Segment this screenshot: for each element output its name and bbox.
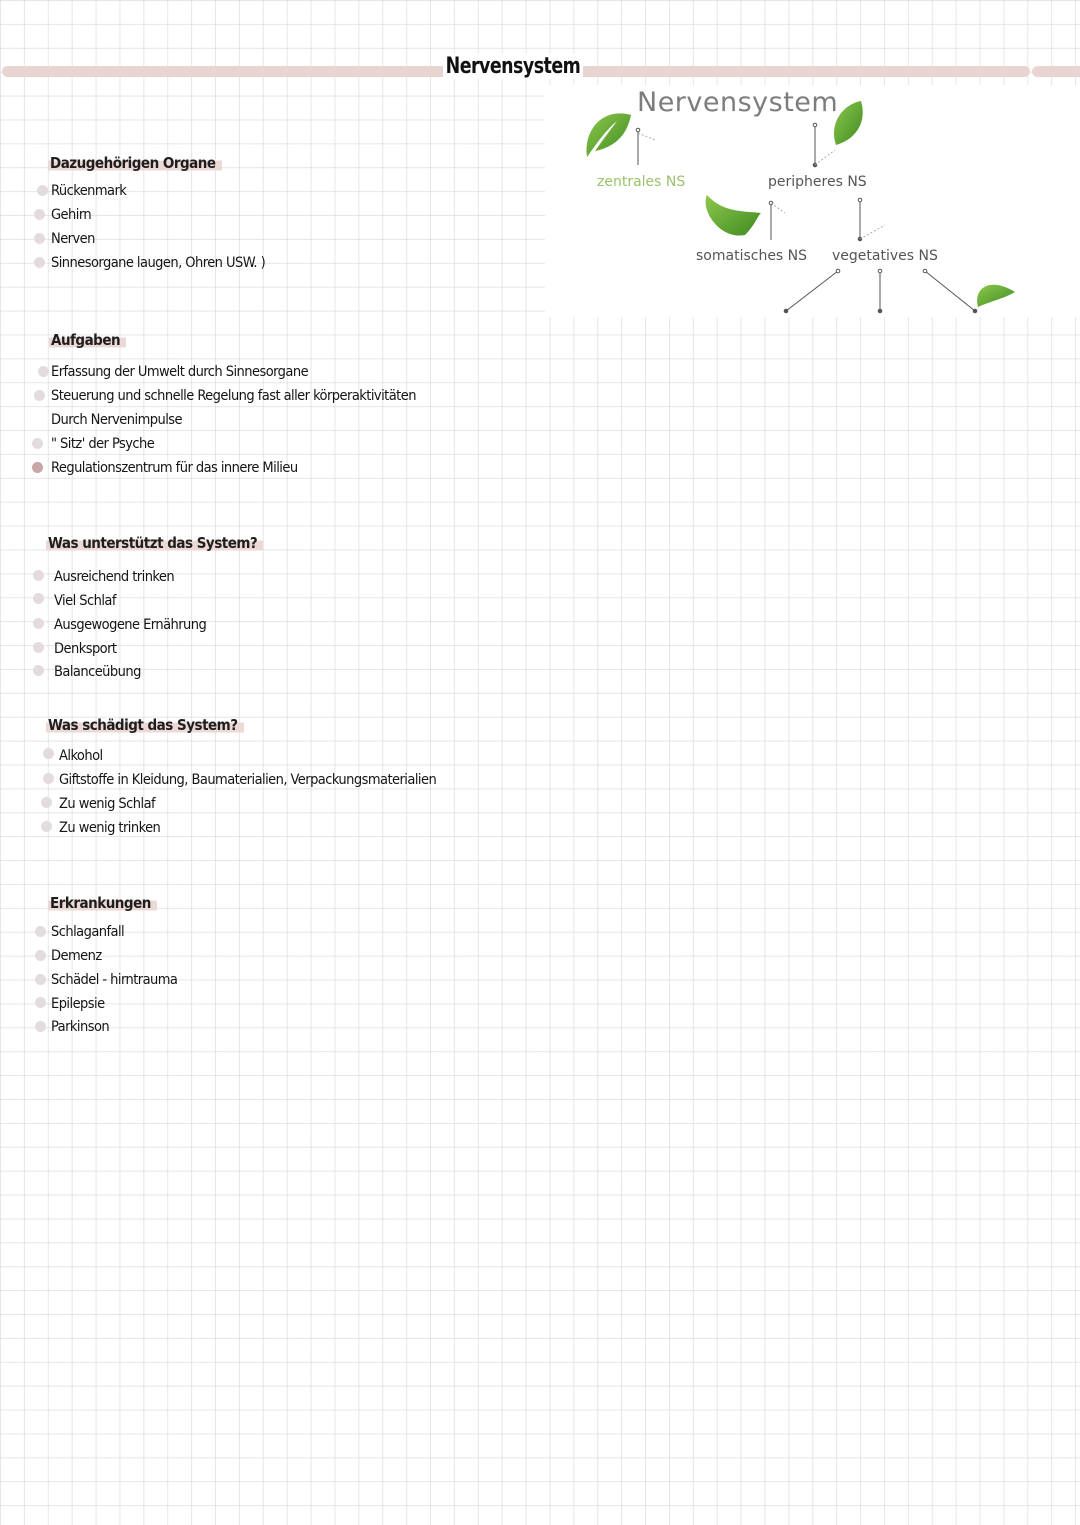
bullet-dot (33, 665, 44, 676)
section-heading: Erkrankungen (48, 894, 157, 912)
list-item: Nerven (51, 231, 95, 247)
leaf-icon (977, 285, 1015, 307)
list-item: Steuerung und schnelle Regelung fast aller körperaktivitäten (51, 388, 416, 404)
list-item: Regulationszentrum für das innere Milieu (51, 460, 298, 476)
section-heading: Was schädigt das System? (46, 716, 244, 734)
bullet-dot (34, 257, 45, 268)
list-item: Durch Nervenimpulse (51, 412, 182, 428)
list-item: " Sitz' der Psyche (51, 436, 155, 452)
list-item: Parkinson (51, 1019, 110, 1035)
page-title: Nervensystem (443, 54, 583, 79)
bullet-dot (35, 950, 46, 961)
list-item: Ausgewogene Ernährung (54, 617, 207, 633)
bullet-dot (35, 926, 46, 937)
list-item: Ausreichend trinken (54, 569, 175, 585)
list-item: Alkohol (59, 748, 103, 764)
leaf-icon (834, 101, 863, 145)
diagram-connectors (636, 123, 977, 313)
diagram-central-label: zentrales NS (597, 174, 686, 190)
bullet-dot (32, 438, 43, 449)
section-heading: Aufgaben (49, 331, 126, 349)
list-item: Giftstoffe in Kleidung, Baumaterialien, Verpackungsmaterialien (59, 772, 437, 788)
list-item: Schlaganfall (51, 924, 125, 940)
bullet-dot (37, 185, 48, 196)
list-item: Balanceübung (54, 664, 141, 680)
list-item: Denksport (54, 641, 117, 657)
bullet-dot (43, 748, 54, 759)
list-item: Erfassung der Umwelt durch Sinnesorgane (51, 364, 309, 380)
title-bar-end (1032, 66, 1080, 77)
nervous-system-diagram (545, 85, 1080, 317)
list-item: Rückenmark (51, 183, 127, 199)
diagram-vegetative-label: vegetatives NS (832, 248, 938, 264)
bullet-dot (41, 797, 52, 808)
list-item: Viel Schlaf (54, 593, 116, 609)
leaf-icon (586, 113, 631, 157)
list-item: Zu wenig Schlaf (59, 796, 156, 812)
bullet-dot (33, 570, 44, 581)
list-item: Sinnesorgane laugen, Ohren USW. ) (51, 255, 266, 271)
bullet-dot (34, 390, 45, 401)
section-heading: Dazugehörigen Organe (48, 154, 222, 172)
bullet-dot (38, 366, 49, 377)
list-item: Schädel - hirntrauma (51, 972, 178, 988)
bullet-dot (35, 1021, 46, 1032)
list-item: Epilepsie (51, 996, 105, 1012)
bullet-dot (33, 642, 44, 653)
bullet-dot (34, 233, 45, 244)
bullet-dot (35, 974, 46, 985)
list-item: Zu wenig trinken (59, 820, 161, 836)
list-item: Gehirn (51, 207, 92, 223)
bullet-dot (33, 593, 44, 604)
bullet-dot (35, 997, 46, 1008)
section-heading: Was unterstützt das System? (46, 534, 263, 552)
bullet-dot (33, 618, 44, 629)
list-item: Demenz (51, 948, 102, 964)
bullet-dot (41, 821, 52, 832)
bullet-dot (43, 773, 54, 784)
diagram-somatic-label: somatisches NS (696, 248, 808, 264)
diagram-graphics (545, 85, 1080, 317)
diagram-peripheral-label: peripheres NS (768, 174, 867, 190)
bullet-dot (32, 462, 43, 473)
leaf-icon (706, 195, 761, 236)
diagram-root-label: Nervensystem (637, 87, 839, 118)
bullet-dot (34, 209, 45, 220)
